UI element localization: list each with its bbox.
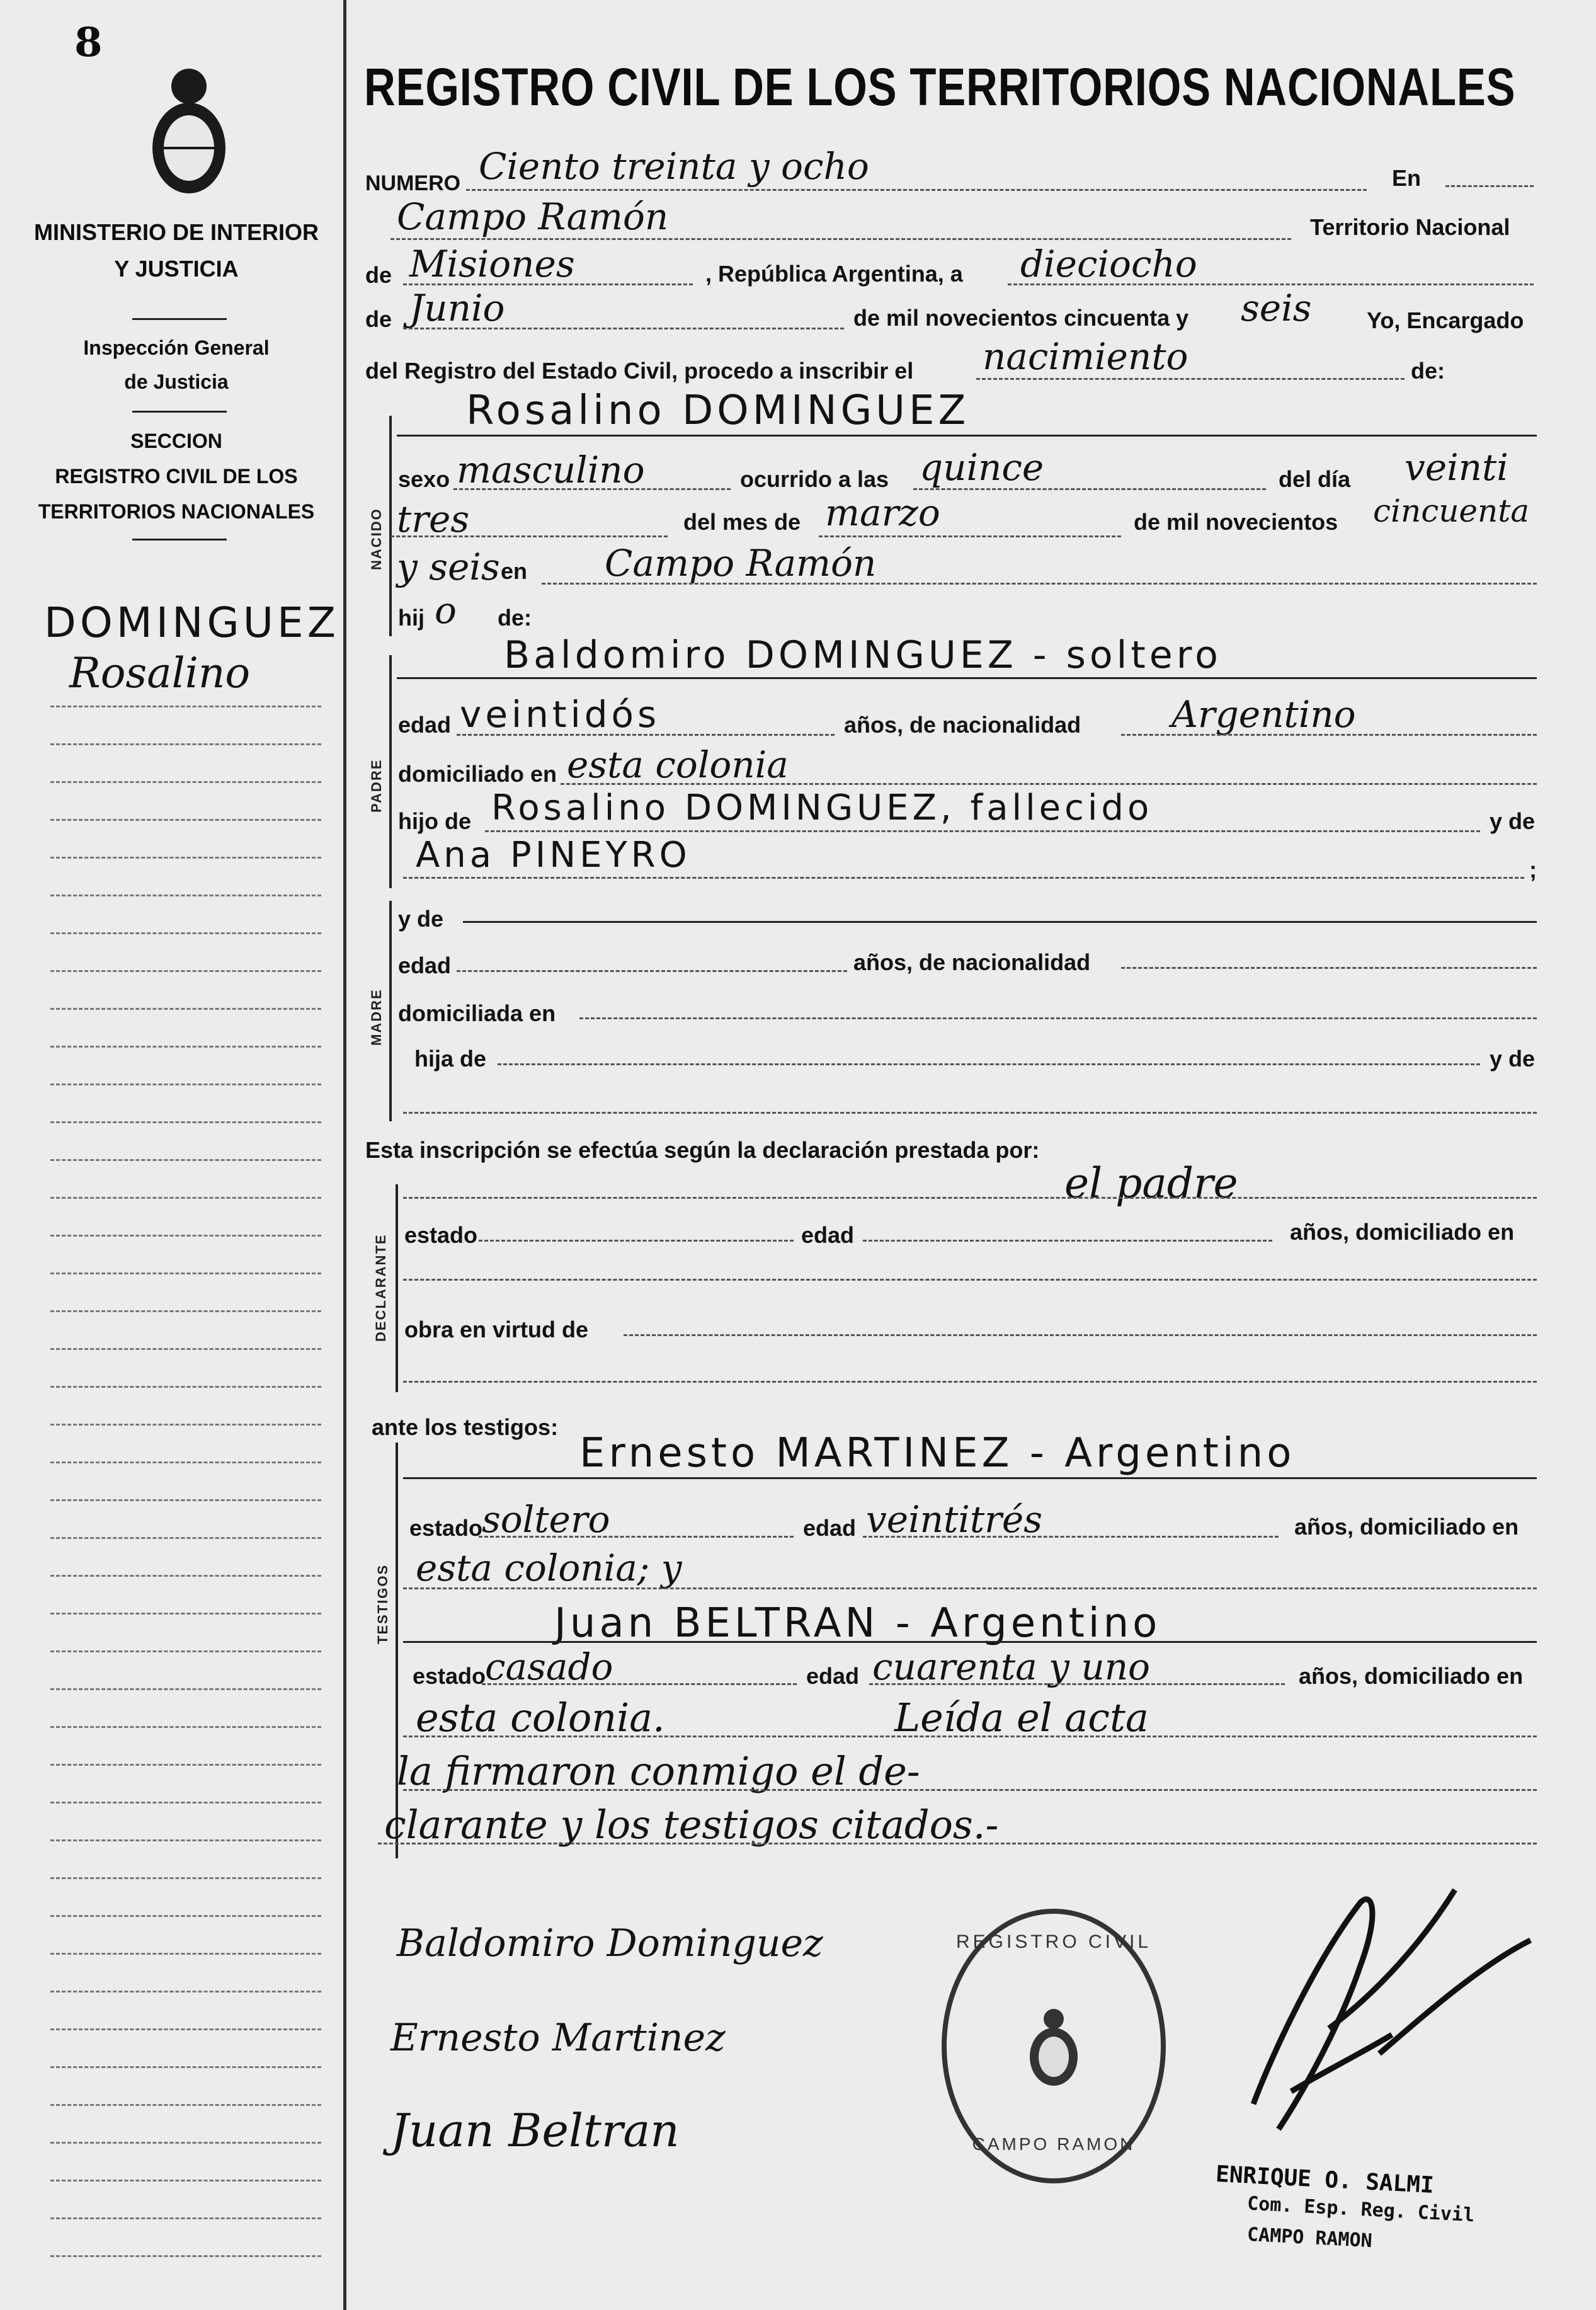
fill-line [403, 283, 693, 285]
stamp-bottom-text: CAMPO RAMON [972, 2134, 1136, 2154]
numero-label: NUMERO [365, 171, 461, 195]
testigo1-name: Ernesto MARTINEZ - Argentino [579, 1430, 1296, 1477]
fill-line [453, 488, 731, 490]
fill-line [869, 1683, 1285, 1685]
fill-line [479, 1536, 794, 1538]
day-value-b: tres [397, 498, 470, 540]
sexo-label: sexo [398, 466, 450, 492]
declarante-value: el padre [1064, 1159, 1238, 1208]
signature-declarante: Baldomiro Dominguez [397, 1921, 823, 1965]
testigo2-domicilio: esta colonia. [416, 1695, 665, 1741]
fill-line [390, 535, 668, 537]
year-label: de mil novecientos [1134, 509, 1338, 535]
section-heading: SECCION REGISTRO CIVIL DE LOS TERRITORIOS NACIONALES [38, 430, 315, 523]
fill-line [457, 734, 835, 736]
testigo2-name: Juan BELTRAN - Argentino [554, 1600, 1161, 1647]
fill-line [579, 1017, 1537, 1019]
coat-of-arms-emblem [148, 60, 230, 195]
page-number: 8 [74, 19, 103, 66]
fill-line [1008, 283, 1534, 285]
domicilio-label: domiciliado en [398, 761, 557, 787]
fill-line [542, 583, 1537, 585]
section-bracket [389, 901, 392, 1121]
fill-line [976, 378, 1405, 380]
hijo-suffix: o [435, 589, 457, 632]
domicilio-label: años, domiciliado en [1294, 1514, 1519, 1540]
year-label: de mil novecientos cincuenta y [853, 305, 1189, 331]
official-name-stamp: ENRIQUE O. SALMI [1215, 2161, 1435, 2199]
estado-label: estado [409, 1515, 483, 1541]
dia-label: del día [1279, 466, 1351, 492]
hija-de-label: hija de [414, 1046, 487, 1072]
nacionalidad-label: años, de nacionalidad [844, 712, 1081, 738]
margin-given-name: Rosalino [69, 649, 251, 697]
fill-line [390, 238, 1291, 240]
fill-line [403, 1112, 1537, 1114]
signature-testigo2: Juan Beltran [390, 2104, 680, 2157]
numero-value: Ciento treinta y ocho [479, 145, 869, 188]
en-label: En [1392, 165, 1422, 191]
domicilio-label: años, domiciliado en [1290, 1219, 1515, 1245]
divider [132, 539, 227, 540]
month-value: Junio [409, 287, 505, 329]
testigo1-estado: soltero [482, 1498, 610, 1541]
estado-label: estado [404, 1222, 478, 1248]
fill-line [561, 783, 1537, 785]
edad-label: edad [803, 1515, 857, 1541]
closing-line-3: clarante y los testigos citados.- [384, 1802, 999, 1848]
edad-value: veintidós [460, 693, 661, 736]
day-value-a: veinti [1405, 446, 1508, 489]
nacido-section-label: NACIDO [368, 508, 384, 570]
territorio-label: Territorio Nacional [1310, 214, 1510, 240]
official-place-stamp: CAMPO RAMON [1246, 2223, 1373, 2253]
fill-line [1121, 967, 1537, 969]
de-label: de [365, 262, 392, 288]
padre-section-label: PADRE [368, 758, 384, 813]
ocurrido-label: ocurrido a las [740, 466, 889, 492]
inspection-heading: Inspección General de Justicia [83, 336, 270, 393]
fill-line [863, 1536, 1279, 1538]
fill-line [457, 970, 847, 972]
edad-label: edad [801, 1222, 855, 1248]
fill-line [479, 1240, 794, 1242]
mes-label: del mes de [683, 509, 801, 535]
fill-line [463, 921, 1537, 923]
padre-father-name: Rosalino DOMINGUEZ, fallecido [491, 787, 1153, 828]
de-label: de [365, 306, 392, 332]
divider [132, 318, 227, 320]
official-signature-icon [1216, 1865, 1543, 2148]
registry-stamp [942, 1909, 1166, 2183]
edad-label: edad [806, 1663, 860, 1689]
declarante-intro: Esta inscripción se efectúa según la declaración prestada por: [365, 1137, 1040, 1163]
closing-line-2: la firmaron conmigo el de- [397, 1748, 920, 1794]
domiciliada-label: domiciliada en [398, 1000, 556, 1026]
divider [132, 411, 227, 413]
republica-label: , República Argentina, a [705, 261, 963, 287]
place-value: Campo Ramón [397, 195, 669, 238]
fill-line [913, 488, 1266, 490]
hijo-label: hij [398, 605, 425, 631]
testigo2-edad: cuarenta y uno [872, 1645, 1150, 1688]
fill-line [397, 677, 1537, 679]
padre-mother-name: Ana PINEYRO [416, 835, 691, 876]
fill-line [397, 435, 1537, 437]
fill-line [403, 1587, 1537, 1589]
fill-line [403, 1735, 1537, 1737]
padre-name: Baldomiro DOMINGUEZ - soltero [504, 633, 1222, 677]
fill-line [485, 830, 1480, 832]
act-type-value: nacimiento [983, 335, 1188, 378]
testigos-section-label: TESTIGOS [375, 1564, 390, 1644]
registro-label: del Registro del Estado Civil, procedo a inscribir el [365, 358, 914, 384]
testigo1-domicilio: esta colonia; y [416, 1547, 682, 1589]
hour-value: quince [920, 446, 1044, 489]
fill-line [819, 535, 1121, 537]
testigo2-estado: casado [485, 1645, 613, 1688]
fill-line [403, 328, 844, 329]
month-value: marzo [825, 491, 940, 534]
fill-line [1445, 185, 1534, 187]
fill-line [403, 1279, 1537, 1281]
fill-line [403, 1789, 1537, 1791]
testigos-intro: ante los testigos: [372, 1414, 559, 1440]
day-value: dieciocho [1020, 243, 1197, 285]
y-de-label: y de [1490, 1046, 1536, 1072]
fill-line [403, 1197, 1537, 1199]
section-bracket [396, 1443, 398, 1858]
fill-line [466, 189, 1367, 191]
nacionalidad-value: Argentino [1171, 693, 1356, 736]
year-value-a: cincuenta [1373, 493, 1530, 529]
birth-place-value: Campo Ramón [605, 542, 877, 585]
encargado-label: Yo, Encargado [1367, 307, 1524, 333]
fill-line [403, 1641, 1537, 1643]
madre-section-label: MADRE [368, 988, 384, 1046]
fill-line [403, 1381, 1537, 1383]
obra-label: obra en virtud de [404, 1317, 589, 1342]
fill-line [863, 1240, 1272, 1242]
stamp-top-text: REGISTRO CIVIL [955, 1931, 1152, 1952]
fill-line [378, 1843, 1537, 1844]
fill-line [403, 1477, 1537, 1479]
section-bracket [389, 416, 392, 636]
fill-line [498, 1063, 1480, 1065]
y-de-label: y de [398, 906, 444, 932]
edad-label: edad [398, 712, 452, 738]
semicolon: ; [1529, 857, 1537, 883]
ministry-heading: MINISTERIO DE INTERIOR Y JUSTICIA [33, 219, 319, 282]
section-bracket [389, 655, 392, 888]
fill-line [482, 1683, 797, 1685]
domicilio-label: años, domiciliado en [1299, 1663, 1524, 1689]
testigo1-edad: veintitrés [866, 1498, 1042, 1541]
edad-label: edad [398, 952, 452, 978]
official-title-stamp: Com. Esp. Reg. Civil [1246, 2192, 1475, 2227]
en-label: en [501, 558, 528, 584]
estado-label: estado [413, 1663, 486, 1689]
nacionalidad-label: años, de nacionalidad [853, 949, 1091, 975]
document-title: REGISTRO CIVIL DE LOS TERRITORIOS NACIONALES [364, 57, 1516, 117]
y-de-label: y de [1490, 808, 1536, 834]
declarante-section-label: DECLARANTE [373, 1233, 389, 1342]
stamp-emblem [1025, 2005, 1082, 2087]
hijo-de-label: hijo de [398, 808, 471, 834]
domicilio-value: esta colonia [567, 743, 789, 786]
year-value-b: y seis [397, 546, 500, 588]
section-bracket [396, 1184, 398, 1392]
signature-testigo1: Ernesto Martinez [390, 2016, 726, 2060]
de-colon-label: de: [498, 605, 532, 631]
closing-line-1: Leída el acta [894, 1695, 1149, 1741]
de-colon-label: de: [1411, 358, 1445, 384]
fill-line [1121, 734, 1537, 736]
nacido-name: Rosalino DOMINGUEZ [466, 387, 970, 434]
margin-divider [343, 0, 346, 2310]
territory-value: Misiones [409, 243, 575, 285]
fill-line [624, 1334, 1537, 1336]
year-value: seis [1241, 287, 1312, 329]
margin-surname: DOMINGUEZ [44, 598, 339, 647]
fill-line [403, 877, 1524, 879]
sexo-value: masculino [457, 449, 645, 491]
